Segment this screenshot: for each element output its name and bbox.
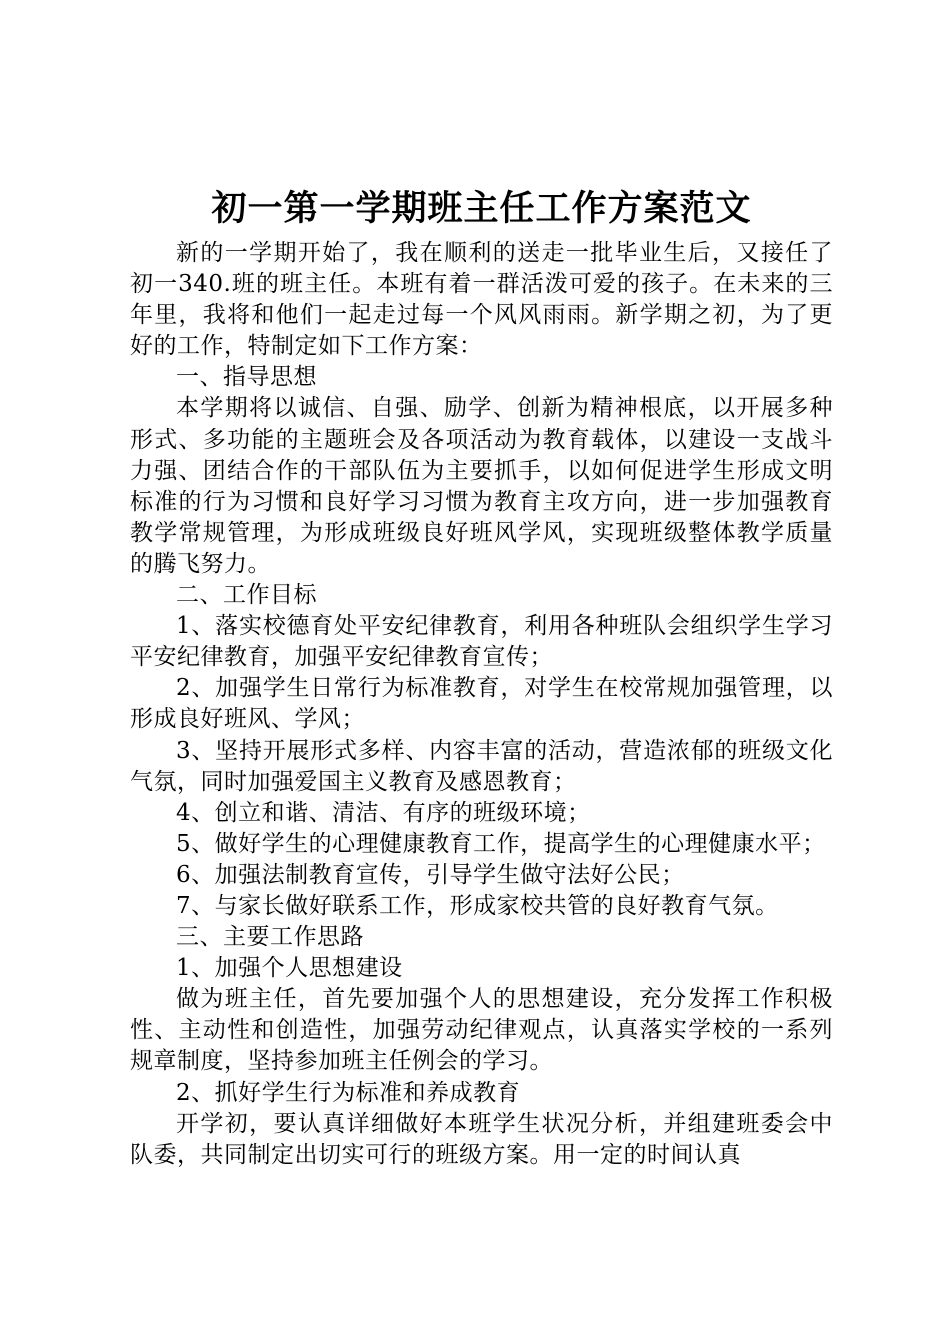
personal-thought-paragraph: 做为班主任，首先要加强个人的思想建设，充分发挥工作积极性、主动性和创造性，加强劳动纪律观点，认真落实学校的一系列规章制度，坚持参加班主任例会的学习。: [130, 986, 833, 1075]
goal-item-7: 7、与家长做好联系工作，形成家校共管的良好教育气氛。: [176, 892, 779, 919]
goal-item-5: 5、做好学生的心理健康教育工作，提高学生的心理健康水平；: [176, 830, 826, 857]
goal-item-4: 4、创立和谐、清洁、有序的班级环境；: [176, 799, 591, 826]
section-heading-work-goals: 二、工作目标: [176, 582, 317, 609]
document-page: [130, 186, 833, 1171]
section-heading-main-ideas: 三、主要工作思路: [176, 924, 364, 951]
document-title: 初一第一学期班主任工作方案范文: [211, 188, 752, 229]
goal-item-2: 2、加强学生日常行为标准教育，对学生在校常规加强管理，以形成良好班风、学风；: [130, 675, 833, 733]
document-body: [130, 238, 833, 1171]
subheading-behavior-education: 2、抓好学生行为标准和养成教育: [176, 1079, 521, 1106]
subheading-personal-thought: 1、加强个人思想建设: [176, 955, 403, 982]
goal-item-6: 6、加强法制教育宣传，引导学生做守法好公民；: [176, 861, 685, 888]
goal-item-1: 1、落实校德育处平安纪律教育，利用各种班队会组织学生学习平安纪律教育，加强平安纪律教育宣传；: [130, 613, 833, 671]
intro-paragraph: 新的一学期开始了，我在顺利的送走一批毕业生后，又接任了初一340.班的班主任。本班有着一群活泼可爱的孩子。在未来的三年里，我将和他们一起走过每一个风风雨雨。新学期之初，为了更好的工作，特制定如下工作方案：: [130, 240, 833, 360]
goal-item-3: 3、坚持开展形式多样、内容丰富的活动，营造浓郁的班级文化气氛，同时加强爱国主义教育及感恩教育；: [130, 737, 833, 795]
section-heading-guiding-ideology: 一、指导思想: [176, 364, 317, 391]
guiding-ideology-paragraph: 本学期将以诚信、自强、励学、创新为精神根底，以开展多种形式、多功能的主题班会及各项活动为教育载体，以建设一支战斗力强、团结合作的干部队伍为主要抓手，以如何促进学生形成文明标准的行为习惯和良好学习习惯为教育主攻方向，进一步加强教育教学常规管理，为形成班级良好班风学风，实现班级整体教学质量的腾飞努力。: [130, 395, 833, 577]
behavior-education-paragraph: 开学初，要认真详细做好本班学生状况分析，并组建班委会中队委，共同制定出切实可行的班级方案。用一定的时间认真: [130, 1110, 833, 1168]
